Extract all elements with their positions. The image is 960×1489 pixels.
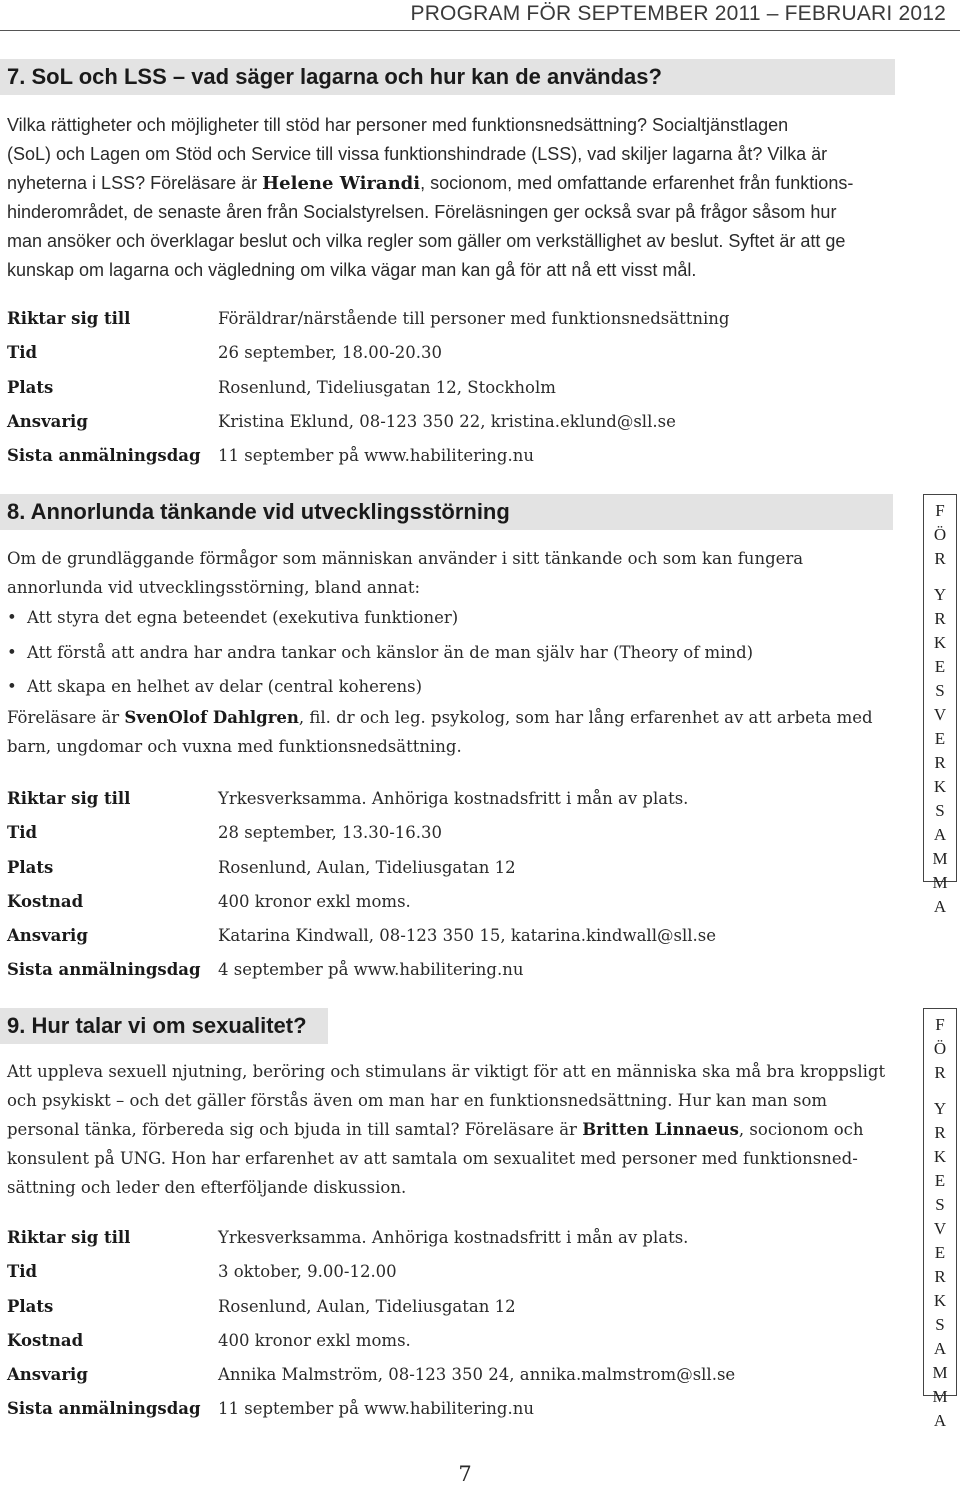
page-header: PROGRAM FÖR SEPTEMBER 2011 – FEBRUARI 2012	[410, 2, 946, 25]
info-row-responsible: Ansvarig Kristina Eklund, 08-123 350 22, kristina.eklund@sll.se	[7, 411, 676, 431]
side-tab-section-8: F Ö R Y R K E S V E R K S A M M A	[923, 494, 957, 882]
section-9-info	[7, 1223, 907, 1429]
section-7-line-4: hinderområdet, de senaste åren från Socialstyrelsen. Föreläsningen ger också svar på frågor såsom hur	[7, 202, 837, 222]
info-row-time: Tid 26 september, 18.00-20.30	[7, 343, 443, 363]
section-7-lecturer: Helene Wirandi	[262, 173, 421, 194]
section-9-description: Att uppleva sexuell njutning, beröring och stimulans är viktigt för att en människa ska må bra kroppsligt och psykiskt – och det gäller förstås även om man har en funktionsnedsättning. Hur kan man som personal tänka, förbereda sig och bjuda in till samtal? Föreläsare är Britten Linnaeus, socionom och konsulent på UNG. Hon har erfarenhet av att samtala om sexualitet med personer med funktionsned- sättning och leder den efterföljande diskussion.	[7, 1062, 886, 1197]
info-row-place: Plats Rosenlund, Tideliusgatan 12, Stockholm	[7, 377, 556, 397]
info-row-responsible: Ansvarig Katarina Kindwall, 08-123 350 15, katarina.kindwall@sll.se	[7, 926, 716, 946]
info-row-place: Plats Rosenlund, Aulan, Tideliusgatan 12	[7, 857, 516, 877]
info-row-responsible: Ansvarig Annika Malmström, 08-123 350 24, annika.malmstrom@sll.se	[7, 1365, 736, 1385]
section-7-line-5: man ansöker och överklagar beslut och vilka regler som gäller om verkställighet av beslut. Syftet är att ge	[7, 231, 846, 251]
section-7-description	[7, 111, 912, 285]
info-row-time: Tid 28 september, 13.30-16.30	[7, 823, 443, 843]
section-7-line-6: kunskap om lagarna och vägledning om vilka vägar man kan gå för att nå ett visst mål.	[7, 260, 697, 280]
section-8-lecturer-text: Föreläsare är SvenOlof Dahlgren, fil. dr och leg. psykolog, som har lång erfarenhet av att arbeta med barn, ungdomar och vuxna med funktionsnedsättning.	[7, 708, 873, 756]
section-7-line-3: nyheterna i LSS? Föreläsare är Helene Wirandi, socionom, med omfattande erfarenhet från funktions-	[7, 173, 854, 194]
info-row-audience: Riktar sig till Yrkesverksamma. Anhöriga kostnadsfritt i mån av plats.	[7, 789, 689, 808]
section-8-info	[7, 784, 907, 990]
info-row-place: Plats Rosenlund, Aulan, Tideliusgatan 12	[7, 1296, 516, 1316]
page-number: 7	[458, 1462, 472, 1486]
info-row-deadline: Sista anmälningsdag 4 september på www.habilitering.nu	[7, 960, 524, 980]
section-8-heading: 8. Annorlunda tänkande vid utvecklingsstörning	[0, 494, 893, 530]
section-8-lecturer: SvenOlof Dahlgren	[124, 708, 299, 727]
section-7-info	[7, 304, 912, 475]
info-row-cost: Kostnad 400 kronor exkl moms.	[7, 1330, 411, 1350]
info-row-cost: Kostnad 400 kronor exkl moms.	[7, 891, 411, 911]
section-7-line-1: Vilka rättigheter och möjligheter till stöd har personer med funktionsnedsättning? Socialtjänstlagen	[7, 115, 789, 135]
section-7-line-2: (SoL) och Lagen om Stöd och Service till vissa funktionshindrade (LSS), vad skiljer lagarna åt? Vilka är	[7, 144, 828, 164]
section-8-line-1: Om de grundläggande förmågor som människan använder i sitt tänkande och som kan fungera	[7, 549, 804, 568]
section-7-heading: 7. SoL och LSS – vad säger lagarna och hur kan de användas?	[0, 59, 895, 95]
header-divider	[0, 30, 960, 31]
section-9-heading: 9. Hur talar vi om sexualitet?	[0, 1008, 328, 1044]
info-row-time: Tid 3 oktober, 9.00-12.00	[7, 1262, 397, 1282]
section-8-bullet-list	[7, 603, 907, 707]
list-item: • Att skapa en helhet av delar (central koherens)	[7, 672, 907, 707]
info-row-deadline: Sista anmälningsdag 11 september på www.habilitering.nu	[7, 1399, 534, 1419]
list-item: • Att förstå att andra har andra tankar och känslor än de man själv har (Theory of mind)	[7, 638, 907, 673]
side-tab-section-9: F Ö R Y R K E S V E R K S A M M A	[923, 1008, 957, 1396]
section-8-intro	[7, 544, 907, 602]
list-item: • Att styra det egna beteendet (exekutiva funktioner)	[7, 603, 907, 638]
info-row-deadline: Sista anmälningsdag 11 september på www.habilitering.nu	[7, 446, 534, 466]
section-8-line-2: annorlunda vid utvecklingsstörning, bland annat:	[7, 578, 421, 597]
info-row-audience: Riktar sig till Föräldrar/närstående till personer med funktionsnedsättning	[7, 309, 730, 328]
section-9-lecturer: Britten Linnaeus	[582, 1120, 739, 1139]
info-row-audience: Riktar sig till Yrkesverksamma. Anhöriga kostnadsfritt i mån av plats.	[7, 1228, 689, 1247]
